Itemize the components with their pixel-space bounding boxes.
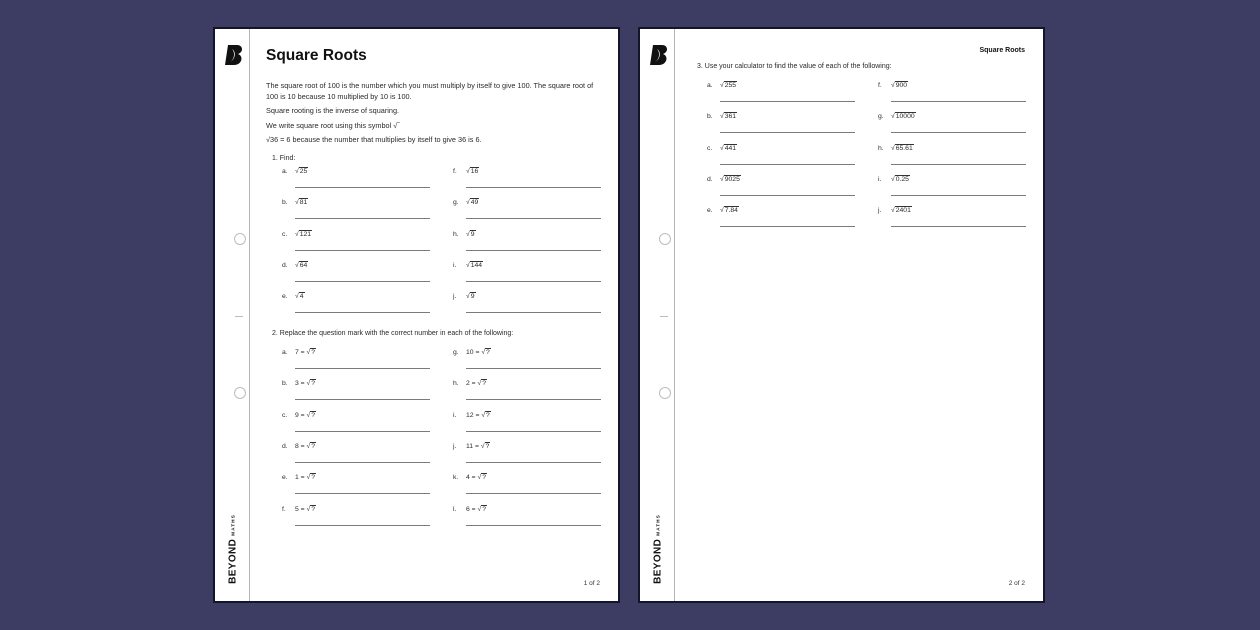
answer-line[interactable] bbox=[720, 195, 855, 196]
item-expression bbox=[295, 348, 316, 359]
item-expression bbox=[295, 411, 316, 422]
sqrt-symbol: √ bbox=[477, 380, 482, 388]
radicand: ? bbox=[311, 505, 316, 513]
item-label: a. bbox=[707, 82, 713, 89]
answer-line[interactable] bbox=[466, 187, 601, 188]
sqrt-symbol: √ bbox=[891, 207, 895, 215]
punch-hole bbox=[659, 233, 671, 245]
answer-line[interactable] bbox=[466, 312, 601, 313]
question-3-heading: 3. Use your calculator to find the value of each of the following: bbox=[697, 63, 892, 70]
sqrt-symbol: √ bbox=[466, 230, 470, 238]
item-label: h. bbox=[878, 144, 884, 152]
equation-lhs: 8 = bbox=[295, 442, 307, 450]
radicand: 65.61 bbox=[895, 144, 913, 152]
radicand: 25 bbox=[299, 168, 308, 175]
sqrt-symbol: √ bbox=[306, 442, 311, 450]
answer-line[interactable] bbox=[466, 250, 601, 251]
item-label: c. bbox=[707, 144, 713, 152]
radicand: 361 bbox=[724, 113, 737, 121]
question-item bbox=[453, 379, 603, 410]
answer-line[interactable] bbox=[466, 462, 601, 463]
answer-line[interactable] bbox=[295, 281, 430, 282]
item-label: f. bbox=[453, 168, 457, 175]
fold-mark bbox=[235, 316, 243, 317]
sqrt-symbol: √ bbox=[891, 82, 895, 89]
item-label: b. bbox=[707, 113, 713, 121]
item-expression bbox=[295, 167, 308, 178]
item-expression bbox=[466, 473, 487, 484]
answer-line[interactable] bbox=[295, 525, 430, 526]
question-item bbox=[453, 442, 603, 473]
question-item bbox=[453, 261, 603, 292]
sqrt-symbol: √ bbox=[891, 175, 895, 183]
radicand: ? bbox=[482, 505, 487, 513]
question-item bbox=[878, 144, 1028, 175]
sqrt-symbol: √ bbox=[891, 144, 895, 152]
fold-mark bbox=[660, 316, 668, 317]
sqrt-symbol: √ bbox=[295, 230, 299, 238]
radicand: ? bbox=[311, 442, 316, 450]
intro-paragraph: √36 = 6 because the number that multiplies by itself to give 36 is 6. bbox=[266, 135, 482, 144]
question-item bbox=[878, 206, 1028, 237]
answer-line[interactable] bbox=[891, 164, 1026, 165]
page-number: 1 of 2 bbox=[583, 579, 600, 587]
sqrt-symbol: √ bbox=[891, 113, 895, 121]
radicand: ? bbox=[311, 474, 316, 482]
brand-sub: MATHS bbox=[655, 514, 661, 536]
sqrt-symbol: √ bbox=[477, 505, 482, 513]
item-expression bbox=[891, 144, 914, 155]
question-item bbox=[453, 230, 603, 261]
equation-lhs: 10 = bbox=[466, 349, 482, 356]
answer-line[interactable] bbox=[295, 399, 430, 400]
intro-text bbox=[266, 81, 600, 150]
question-item bbox=[453, 167, 603, 198]
sqrt-symbol: √ bbox=[481, 349, 486, 356]
question-1-heading: 1. Find: bbox=[272, 155, 296, 162]
answer-line[interactable] bbox=[891, 101, 1026, 102]
question-item bbox=[282, 230, 432, 261]
item-expression bbox=[295, 442, 316, 453]
sqrt-symbol: √ bbox=[466, 168, 470, 175]
page-1-content bbox=[266, 29, 600, 601]
question-item bbox=[282, 505, 432, 536]
sqrt-symbol: √ bbox=[720, 144, 724, 152]
item-expression bbox=[466, 348, 491, 359]
radicand: 900 bbox=[895, 82, 908, 89]
question-item bbox=[878, 81, 1028, 112]
sqrt-symbol: √ bbox=[306, 349, 311, 356]
radicand: ? bbox=[485, 442, 490, 450]
item-expression bbox=[720, 206, 739, 217]
item-expression bbox=[295, 505, 316, 516]
item-label: c. bbox=[282, 230, 288, 238]
item-label: c. bbox=[282, 411, 288, 419]
answer-line[interactable] bbox=[295, 218, 430, 219]
brand-sub: MATHS bbox=[230, 514, 236, 536]
equation-lhs: 2 = bbox=[466, 380, 478, 388]
item-label: e. bbox=[282, 293, 288, 301]
sqrt-symbol: √ bbox=[295, 261, 299, 269]
question-item bbox=[282, 198, 432, 229]
answer-line[interactable] bbox=[466, 281, 601, 282]
radicand: 144 bbox=[470, 261, 483, 269]
sqrt-symbol: √ bbox=[295, 293, 299, 301]
sqrt-symbol: √ bbox=[295, 168, 299, 175]
brand-name: BEYOND bbox=[652, 538, 664, 584]
answer-line[interactable] bbox=[295, 187, 430, 188]
item-expression bbox=[720, 112, 737, 123]
item-expression bbox=[720, 175, 741, 186]
answer-line[interactable] bbox=[295, 493, 430, 494]
item-label: b. bbox=[282, 380, 288, 388]
answer-line[interactable] bbox=[891, 132, 1026, 133]
radicand: 0.25 bbox=[895, 175, 909, 183]
item-expression bbox=[466, 230, 476, 241]
answer-line[interactable] bbox=[295, 431, 430, 432]
equation-lhs: 5 = bbox=[295, 505, 307, 513]
answer-line[interactable] bbox=[466, 493, 601, 494]
item-expression bbox=[466, 198, 479, 209]
item-expression bbox=[466, 167, 479, 178]
item-label: e. bbox=[707, 207, 713, 215]
item-expression bbox=[891, 206, 912, 217]
answer-line[interactable] bbox=[295, 368, 430, 369]
question-item bbox=[707, 81, 857, 112]
beyond-b-logo-icon bbox=[648, 43, 670, 67]
item-label: k. bbox=[453, 474, 459, 482]
answer-line[interactable] bbox=[720, 132, 855, 133]
question-item bbox=[282, 379, 432, 410]
item-expression bbox=[466, 261, 483, 272]
equation-lhs: 12 = bbox=[466, 411, 482, 419]
item-label: j. bbox=[453, 442, 457, 450]
question-item bbox=[453, 473, 603, 504]
punch-hole bbox=[659, 387, 671, 399]
sqrt-symbol: √ bbox=[306, 474, 311, 482]
radicand: 64 bbox=[299, 261, 308, 269]
question-item bbox=[282, 411, 432, 442]
item-expression bbox=[891, 112, 916, 123]
item-label: g. bbox=[453, 349, 459, 356]
sqrt-symbol: √ bbox=[480, 442, 485, 450]
sqrt-symbol: √ bbox=[720, 113, 724, 121]
sqrt-symbol: √ bbox=[720, 175, 724, 183]
equation-lhs: 9 = bbox=[295, 411, 307, 419]
item-expression bbox=[295, 473, 316, 484]
item-expression bbox=[295, 198, 308, 209]
page-2-content bbox=[691, 29, 1025, 601]
sqrt-symbol: √ bbox=[720, 82, 724, 89]
sqrt-symbol: √ bbox=[720, 207, 724, 215]
beyond-b-logo-icon bbox=[223, 43, 245, 67]
worksheet-page-2 bbox=[638, 27, 1045, 603]
equation-lhs: 1 = bbox=[295, 474, 307, 482]
sqrt-symbol: √ bbox=[466, 293, 470, 301]
item-expression bbox=[466, 379, 487, 390]
radicand: ? bbox=[311, 380, 316, 388]
answer-line[interactable] bbox=[295, 250, 430, 251]
item-expression bbox=[295, 261, 308, 272]
equation-lhs: 3 = bbox=[295, 380, 307, 388]
answer-line[interactable] bbox=[295, 312, 430, 313]
radicand: 9 bbox=[470, 230, 475, 238]
item-expression bbox=[295, 292, 305, 303]
question-item bbox=[707, 175, 857, 206]
radicand: 255 bbox=[724, 82, 737, 89]
radicand: 10000 bbox=[895, 113, 915, 121]
brand-wordmark bbox=[216, 509, 250, 589]
item-label: h. bbox=[453, 380, 459, 388]
sqrt-symbol: √ bbox=[306, 411, 311, 419]
item-label: g. bbox=[878, 113, 884, 121]
item-label: h. bbox=[453, 230, 459, 238]
equation-lhs: 11 = bbox=[466, 442, 481, 450]
radicand: 121 bbox=[299, 230, 312, 238]
question-item bbox=[453, 505, 603, 536]
item-label: i. bbox=[453, 261, 457, 269]
item-label: a. bbox=[282, 349, 288, 356]
page-title: Square Roots bbox=[266, 47, 367, 64]
punch-hole bbox=[234, 387, 246, 399]
answer-line[interactable] bbox=[720, 101, 855, 102]
item-expression bbox=[720, 144, 737, 155]
item-label: a. bbox=[282, 168, 288, 175]
item-label: f. bbox=[878, 82, 882, 89]
question-item bbox=[282, 292, 432, 323]
sqrt-symbol: √ bbox=[466, 199, 470, 207]
radicand: 49 bbox=[470, 199, 479, 207]
question-2-heading: 2. Replace the question mark with the correct number in each of the following: bbox=[272, 330, 514, 337]
question-item bbox=[707, 144, 857, 175]
answer-line[interactable] bbox=[891, 195, 1026, 196]
radicand: 4 bbox=[299, 293, 304, 301]
answer-line[interactable] bbox=[466, 368, 601, 369]
equation-lhs: 6 = bbox=[466, 505, 478, 513]
question-item bbox=[282, 473, 432, 504]
answer-line[interactable] bbox=[295, 462, 430, 463]
item-label: i. bbox=[878, 175, 882, 183]
question-item bbox=[453, 292, 603, 323]
item-expression bbox=[891, 81, 908, 92]
radicand: 9 bbox=[470, 293, 475, 301]
answer-line[interactable] bbox=[720, 164, 855, 165]
item-label: b. bbox=[282, 199, 288, 207]
radicand: ? bbox=[486, 411, 490, 419]
equation-lhs: 7 = bbox=[295, 349, 307, 356]
intro-paragraph: We write square root using this symbol √‾ bbox=[266, 120, 400, 130]
item-label: j. bbox=[878, 207, 882, 215]
item-label: i. bbox=[453, 411, 457, 419]
question-item bbox=[878, 112, 1028, 143]
page-header-title: Square Roots bbox=[979, 47, 1025, 54]
radicand: ? bbox=[486, 349, 490, 356]
radicand: ? bbox=[311, 349, 316, 356]
radicand: 9025 bbox=[724, 175, 740, 183]
item-expression bbox=[466, 505, 487, 516]
question-item bbox=[282, 348, 432, 379]
item-expression bbox=[720, 81, 737, 92]
sqrt-symbol: √ bbox=[306, 505, 311, 513]
item-label: d. bbox=[282, 261, 288, 269]
item-label: g. bbox=[453, 199, 459, 207]
question-item bbox=[707, 206, 857, 237]
radicand: 7.84 bbox=[724, 207, 738, 215]
worksheet-page-1 bbox=[213, 27, 620, 603]
sqrt-symbol: √ bbox=[466, 261, 470, 269]
answer-line[interactable] bbox=[466, 218, 601, 219]
radicand: 81 bbox=[299, 199, 308, 207]
radicand: ? bbox=[482, 474, 487, 482]
sqrt-symbol: √ bbox=[481, 411, 486, 419]
question-item bbox=[878, 175, 1028, 206]
item-expression bbox=[891, 175, 910, 186]
item-expression bbox=[295, 230, 312, 241]
item-label: d. bbox=[707, 175, 713, 183]
intro-paragraph: The square root of 100 is the number which you must multiply by itself to give 100. The square root of 100 is 10 because 10 multiplied by 10 is 100. bbox=[266, 81, 594, 101]
question-item bbox=[707, 112, 857, 143]
item-expression bbox=[466, 411, 491, 422]
question-item bbox=[453, 348, 603, 379]
item-label: f. bbox=[282, 505, 286, 513]
answer-line[interactable] bbox=[891, 226, 1026, 227]
radicand: 16 bbox=[470, 168, 479, 175]
intro-paragraph: Square rooting is the inverse of squaring. bbox=[266, 106, 400, 115]
punch-hole bbox=[234, 233, 246, 245]
question-item bbox=[282, 442, 432, 473]
answer-line[interactable] bbox=[466, 525, 601, 526]
question-item bbox=[282, 261, 432, 292]
sqrt-symbol: √ bbox=[477, 474, 482, 482]
question-item bbox=[453, 411, 603, 442]
item-label: e. bbox=[282, 474, 288, 482]
brand-wordmark bbox=[641, 509, 675, 589]
question-item bbox=[453, 198, 603, 229]
radicand: 441 bbox=[724, 144, 737, 152]
answer-line[interactable] bbox=[466, 399, 601, 400]
answer-line[interactable] bbox=[720, 226, 855, 227]
item-label: j. bbox=[453, 293, 457, 301]
radicand: 2401 bbox=[895, 207, 911, 215]
item-label: l. bbox=[453, 505, 457, 513]
radicand: ? bbox=[311, 411, 316, 419]
page-number: 2 of 2 bbox=[1008, 579, 1025, 587]
answer-line[interactable] bbox=[466, 431, 601, 432]
item-expression bbox=[466, 292, 476, 303]
brand-name: BEYOND bbox=[227, 538, 239, 584]
equation-lhs: 4 = bbox=[466, 474, 478, 482]
item-expression bbox=[466, 442, 490, 453]
item-label: d. bbox=[282, 442, 288, 450]
question-item bbox=[282, 167, 432, 198]
radicand: ? bbox=[482, 380, 487, 388]
item-expression bbox=[295, 379, 316, 390]
sqrt-symbol: √ bbox=[306, 380, 311, 388]
sqrt-symbol: √ bbox=[295, 199, 299, 207]
